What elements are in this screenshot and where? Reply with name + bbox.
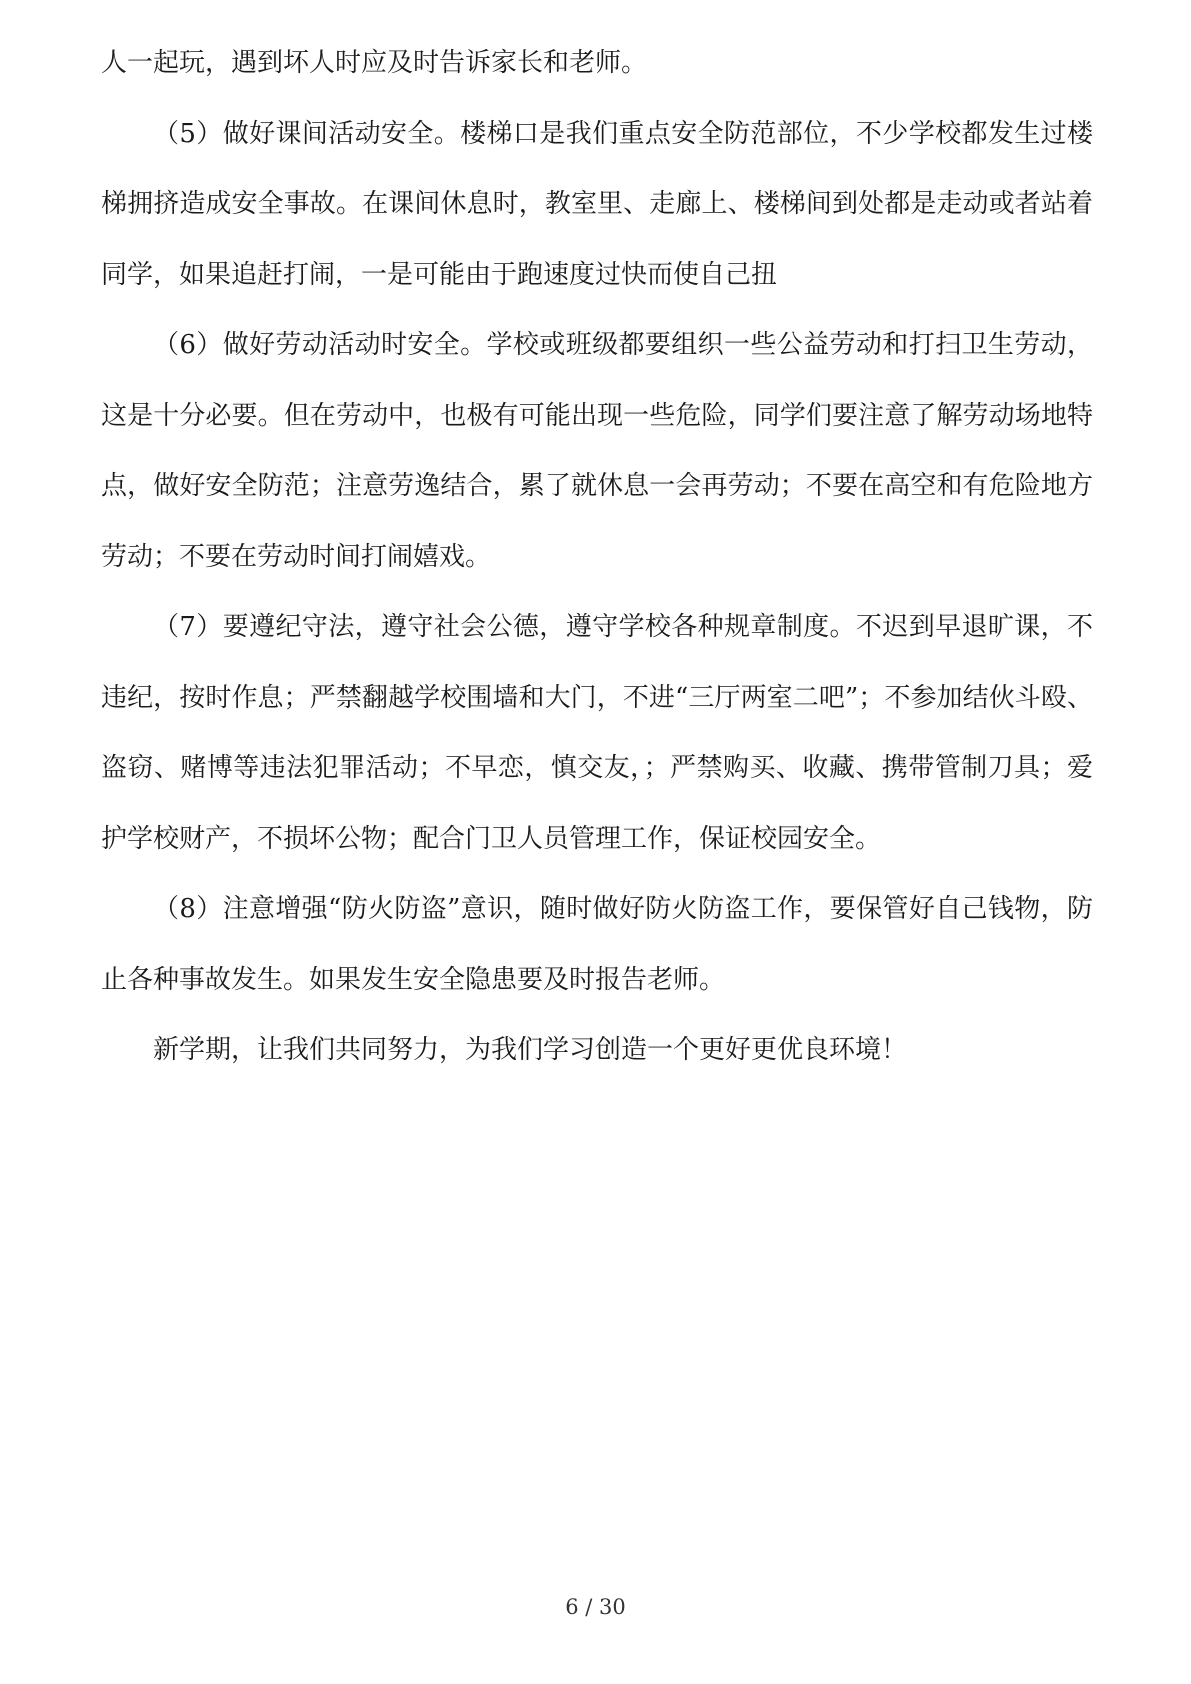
- paragraph-item-8: （8）注意增强“防火防盗”意识，随时做好防火防盗工作，要保管好自己钱物，防止各种事故发生。如果发生安全隐患要及时报告老师。: [101, 894, 1093, 995]
- paragraph-closing: 新学期，让我们共同努力，为我们学习创造一个更好更优良环境！: [153, 1035, 908, 1065]
- paragraph-continuation: 人一起玩，遇到坏人时应及时告诉家长和老师。: [101, 48, 648, 78]
- document-body: [101, 28, 1093, 1086]
- paragraph-item-5: （5）做好课间活动安全。楼梯口是我们重点安全防范部位，不少学校都发生过楼梯拥挤造成安全事故。在课间休息时，教室里、走廊上、楼梯间到处都是走动或者站着同学，如果追赶打闹，一是可能由于跑速度过快而使自己扭: [101, 118, 1093, 290]
- page-number: 6 / 30: [565, 1595, 626, 1619]
- paragraph-item-6: （6）做好劳动活动时安全。学校或班级都要组织一些公益劳动和打扫卫生劳动，这是十分必要。但在劳动中，也极有可能出现一些危险，同学们要注意了解劳动场地特点，做好安全防范；注意劳逸结合，累了就休息一会再劳动；不要在高空和有危险地方劳动；不要在劳动时间打闹嬉戏。: [101, 330, 1093, 572]
- paragraph-item-7: （7）要遵纪守法，遵守社会公德，遵守学校各种规章制度。不迟到早退旷课，不违纪，按时作息；严禁翻越学校围墙和大门，不进“三厅两室二吧”；不参加结伙斗殴、盗窃、赌博等违法犯罪活动；不早恋，慎交友，；严禁购买、收藏、携带管制刀具；爱护学校财产，不损坏公物；配合门卫人员管理工作，保证校园安全。: [101, 612, 1093, 854]
